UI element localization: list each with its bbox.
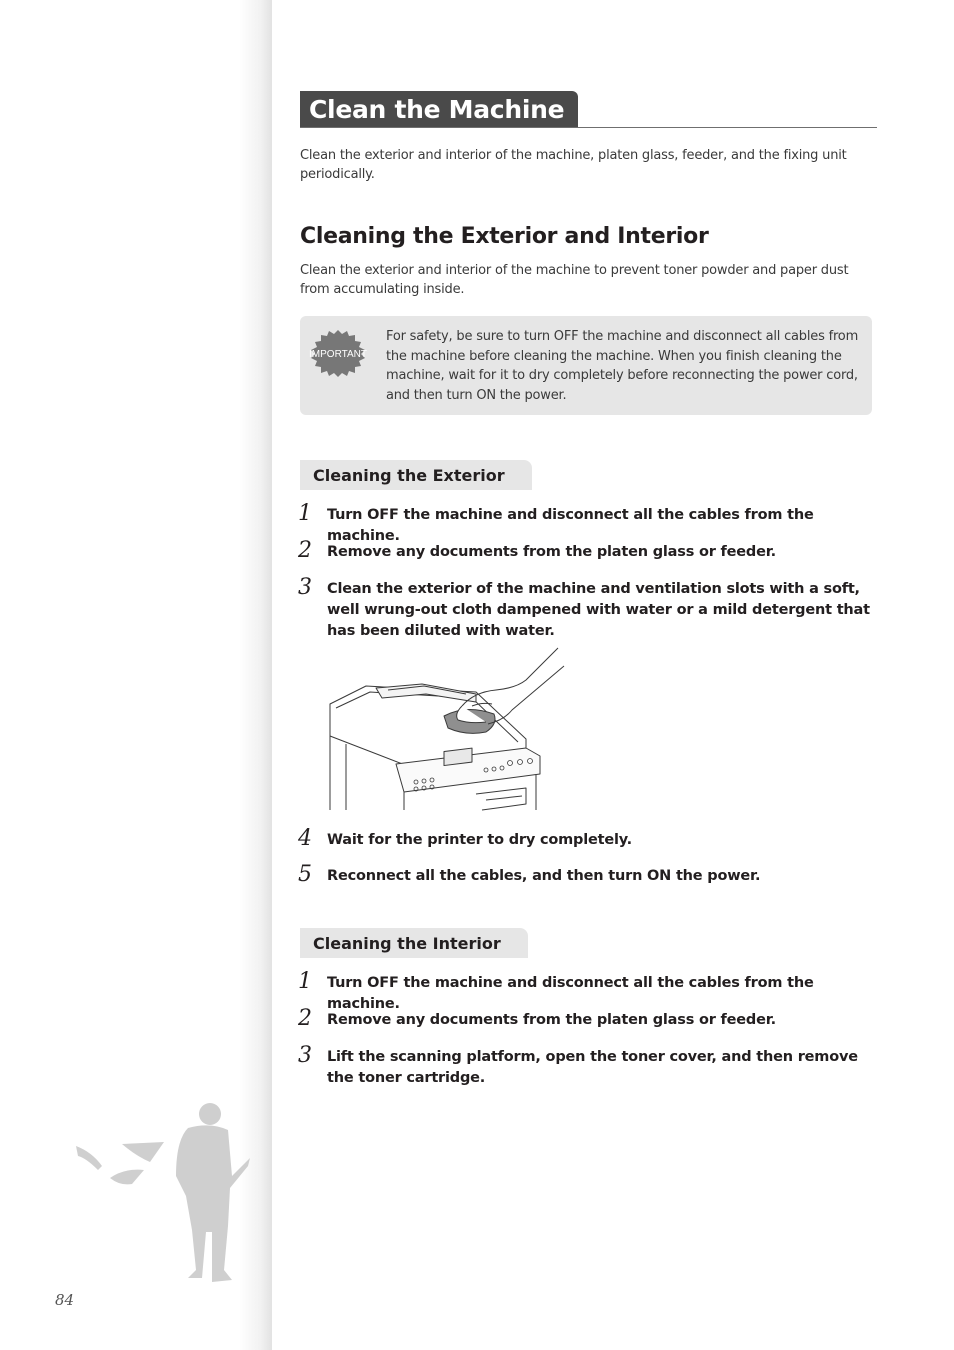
page-number: 84 — [55, 1291, 75, 1309]
step-number: 3 — [298, 575, 312, 600]
step-text: Reconnect all the cables, and then turn ON the power. — [327, 868, 761, 884]
important-badge-icon — [308, 328, 368, 378]
section-heading: Cleaning the Exterior and Interior — [300, 224, 709, 249]
step-text: Wait for the printer to dry completely. — [327, 832, 632, 848]
printer-cleaning-illustration — [326, 644, 566, 812]
step-number: 4 — [298, 826, 312, 851]
step-text: Turn OFF the machine and disconnect all the cables from the machine. — [327, 975, 814, 1012]
step-number: 2 — [298, 538, 312, 563]
step-number: 5 — [298, 862, 312, 887]
step-number: 1 — [298, 501, 312, 526]
step-text: Lift the scanning platform, open the toner cover, and then remove the toner cartridge. — [327, 1049, 858, 1086]
page-intro: Clean the exterior and interior of the machine, platen glass, feeder, and the fixing unit periodically. — [300, 148, 847, 182]
section-intro: Clean the exterior and interior of the machine to prevent toner powder and paper dust from accumulating inside. — [300, 263, 849, 297]
important-text: For safety, be sure to turn OFF the machine and disconnect all cables from the machine before cleaning the machine. When you finish cleaning the machine, wait for it to dry completely before reconnecting the power cord, and then turn ON the power. — [386, 329, 859, 403]
step-number: 1 — [298, 969, 312, 994]
step-text: Clean the exterior of the machine and ventilation slots with a soft, well wrung-out cloth dampened with water or a mild detergent that has been diluted with water. — [327, 581, 870, 639]
exterior-heading: Cleaning the Exterior — [300, 460, 532, 490]
step-number: 3 — [298, 1043, 312, 1068]
step-text: Turn OFF the machine and disconnect all the cables from the machine. — [327, 507, 814, 544]
step-text: Remove any documents from the platen glass or feeder. — [327, 1012, 776, 1028]
step-number: 2 — [298, 1006, 312, 1031]
step-text: Remove any documents from the platen glass or feeder. — [327, 544, 776, 560]
page-title-bar — [300, 91, 877, 129]
important-badge-label: IMPORTANT — [309, 349, 367, 360]
title-rule — [300, 127, 877, 128]
page-title: Clean the Machine — [300, 91, 578, 128]
important-notice — [300, 316, 872, 415]
interior-heading: Cleaning the Interior — [300, 928, 528, 958]
person-silhouette-icon — [72, 1100, 257, 1285]
